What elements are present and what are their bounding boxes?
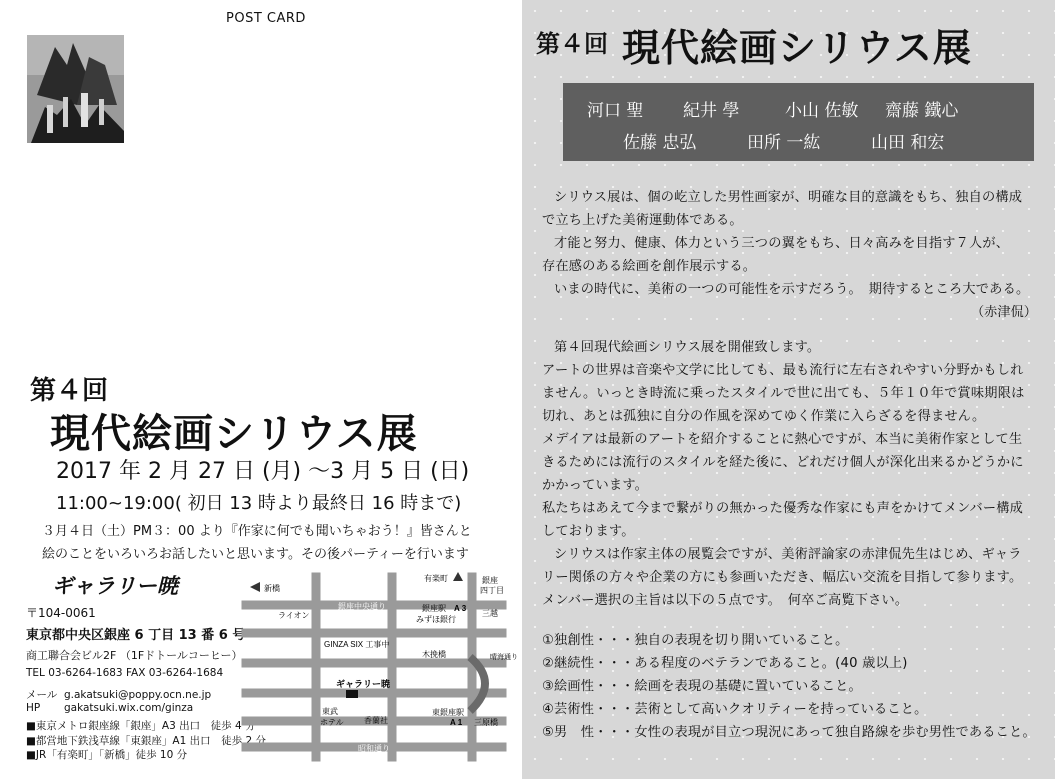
artist-name: 齋藤 鐵心 xyxy=(885,101,959,121)
message-side xyxy=(522,0,1055,779)
map-label: 四丁目 xyxy=(480,586,504,595)
access-line: ■東京メトロ銀座線「銀座」A3 出口 徒歩 4 分 xyxy=(26,720,256,732)
map-label: 銀座 xyxy=(482,576,498,585)
artwork-thumbnail xyxy=(27,35,124,143)
map-label: A 3 xyxy=(454,604,467,613)
paragraph-line: しております。 xyxy=(542,524,635,539)
artist-name: 河口 聖 xyxy=(587,101,644,121)
map-label: 三原橋 xyxy=(474,718,498,727)
artist-list xyxy=(563,83,1034,161)
criteria-item: ②継続性・・・ある程度のベテランであること。(40 歳以上) xyxy=(542,656,908,671)
map-label: 東銀座駅 xyxy=(432,708,464,717)
access-line: ■都営地下鉄浅草線「東銀座」A1 出口 徒歩 2 分 xyxy=(26,735,266,747)
map-label: みずほ銀行 xyxy=(416,615,456,624)
homepage-label: HP xyxy=(26,702,41,714)
paragraph-line: 第４回現代絵画シリウス展を開催致します。 xyxy=(554,340,821,355)
postcard-label: POST CARD xyxy=(226,11,306,26)
map-label: 銀座中央通り xyxy=(338,602,386,611)
address-side xyxy=(0,0,522,779)
address: 東京都中央区銀座 6 丁目 13 番 6 号 xyxy=(26,628,246,643)
paragraph-line: シリウスは作家主体の展覧会ですが、美術評論家の赤津侃先生はじめ、ギャラ xyxy=(554,547,1022,562)
event-dates: 2017 年 2 月 27 日 (月) ～3 月 5 日 (日) xyxy=(56,459,470,484)
paragraph-line: シリウス展は、個の屹立した男性画家が、明確な目的意識をもち、独自の構成 xyxy=(554,190,1023,205)
paragraph-line: ません。いっとき時流に乗ったスタイルで世に出ても、５年１０年で賞味期限は xyxy=(542,386,1025,401)
event-title: 現代絵画シリウス展 xyxy=(50,411,418,457)
paragraph-line: いまの時代に、美術の一つの可能性を示すだろう。 期待するところ大である。 xyxy=(554,282,1030,297)
map-label: ギャラリー暁 xyxy=(336,679,391,689)
paragraph-line: かかっています。 xyxy=(542,478,649,493)
building: 商工聯合会ビル2F （1Fドトールコーヒー） xyxy=(26,649,243,662)
event-title: 現代絵画シリウス展 xyxy=(622,26,972,70)
artist-name: 佐藤 忠弘 xyxy=(623,133,697,153)
email-address: g.akatsuki@poppy.ocn.ne.jp xyxy=(64,689,212,701)
map-label: 晴海通り xyxy=(490,654,518,661)
artist-name: 紀井 學 xyxy=(683,101,740,121)
map-label: 新橋 xyxy=(264,584,280,593)
paragraph-line: 私たちはあえて今まで繋がりの無かった優秀な作家にも声をかけてメンバー構成 xyxy=(542,501,1024,516)
postal-code: 〒104-0061 xyxy=(26,606,96,620)
paragraph-line: 存在感のある絵画を創作展示する。 xyxy=(542,259,757,274)
criteria-item: ④芸術性・・・芸術として高いクオリティーを持っていること。 xyxy=(542,702,928,717)
phone-fax: TEL 03-6264-1683 FAX 03-6264-1684 xyxy=(26,667,224,679)
map-label: 三越 xyxy=(482,609,498,618)
map-label: A 1 xyxy=(450,718,463,727)
map-label: ライオン xyxy=(278,611,310,620)
homepage-url: gakatsuki.wix.com/ginza xyxy=(64,702,194,714)
criteria-item: ①独創性・・・独自の表現を切り開いていること。 xyxy=(542,633,849,648)
event-number: 第４回 xyxy=(536,30,608,58)
paragraph-line: きるためには流行のスタイルを経た後に、どれだけ個人が深化出来るかどうかに xyxy=(542,455,1024,470)
map-label: 銀座駅 xyxy=(422,604,446,613)
access-map xyxy=(238,571,518,761)
email-label: メール xyxy=(26,689,58,701)
event-number: 第４回 xyxy=(30,376,109,406)
paragraph-line: メデイアは最新のアートを紹介することに熱心ですが、本当に美術作家として生 xyxy=(542,432,1023,447)
gallery-name: ギャラリー暁 xyxy=(52,574,178,598)
artist-name: 山田 和宏 xyxy=(871,133,945,153)
paragraph-line: アートの世界は音楽や文学に比しても、最も流行に左右されやすい分野かもしれ xyxy=(542,363,1024,378)
access-line: ■JR「有楽町」「新橋」徒歩 10 分 xyxy=(26,749,188,761)
artist-name: 田所 一紘 xyxy=(747,133,821,153)
map-label: 有楽町 xyxy=(424,574,448,583)
paragraph-line: 才能と努力、健康、体力という三つの翼をもち、日々高みを目指す７人が、 xyxy=(554,236,1010,251)
map-label: ホテル xyxy=(320,718,344,727)
event-note-line: 絵のことをいろいろお話したいと思います。その後パーティーを行います xyxy=(42,547,469,562)
map-label: GINZA SIX 工事中 xyxy=(324,640,390,649)
criteria-item: ③絵画性・・・絵画を表現の基礎に置いていること。 xyxy=(542,679,862,694)
criteria-item: ⑤男 性・・・女性の表現が目立つ現況にあって独自路線を歩む男性であること。 xyxy=(542,725,1036,740)
event-note-line: ３月４日（土）PM３：00 より『作家に何でも聞いちゃおう！』皆さんと xyxy=(42,524,472,539)
map-label: 木挽橋 xyxy=(422,650,446,659)
map-label: 香蘭社 xyxy=(364,716,388,725)
paragraph-line: リー関係の方々や企業の方にも参画いただき、幅広い交流を目指して参ります。 xyxy=(542,570,1023,585)
signature: （赤津侃） xyxy=(971,305,1037,320)
map-label: 昭和通り xyxy=(358,744,390,753)
event-hours: 11:00~19:00( 初日 13 時より最終日 16 時まで) xyxy=(56,493,462,514)
paragraph-line: 切れ、あとは孤独に自分の作風を深めてゆく作業に入らざるを得ません。 xyxy=(542,409,986,424)
artist-name: 小山 佐敏 xyxy=(785,101,859,121)
email-line xyxy=(26,687,211,702)
paragraph-line: で立ち上げた美術運動体である。 xyxy=(542,213,743,228)
paragraph-line: メンバー選択の主旨は以下の５点です。 何卒ご高覧下さい。 xyxy=(542,593,909,608)
homepage-line xyxy=(26,702,193,714)
map-label: 東武 xyxy=(322,707,338,716)
